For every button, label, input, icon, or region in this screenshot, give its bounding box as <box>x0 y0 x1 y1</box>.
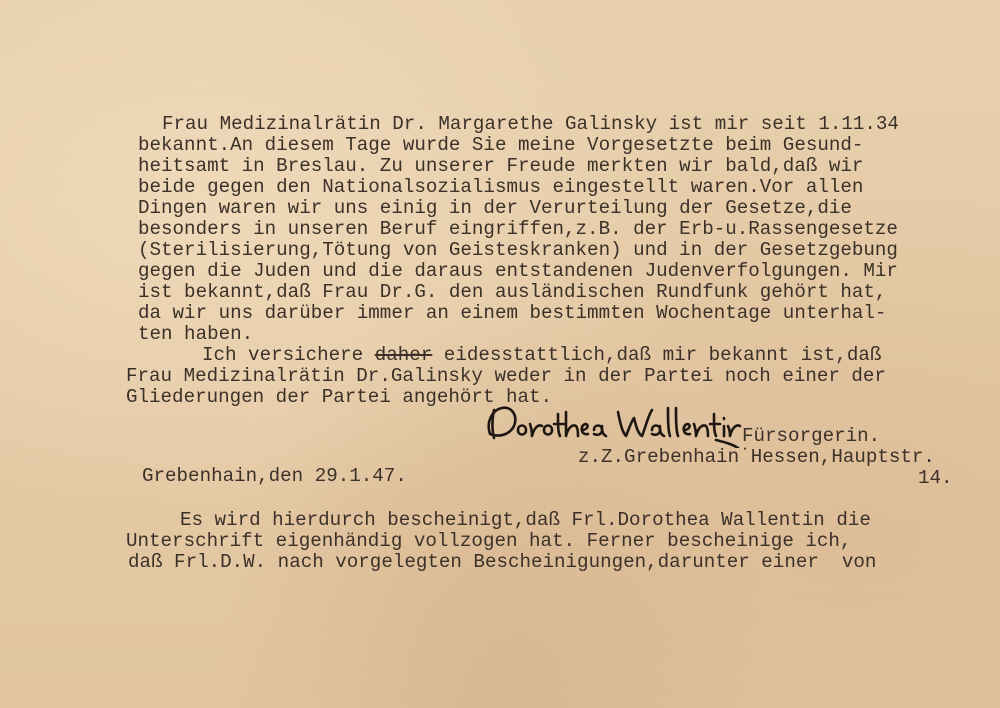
letter-line-2: bekannt.An diesem Tage wurde Sie meine Vorgesetzte beim Gesund- <box>138 134 864 156</box>
address-line-1: z.Z.Grebenhain˙Hessen,Hauptstr. <box>578 446 935 468</box>
affirmation-line-1 <box>202 345 881 366</box>
letter-line-4: beide gegen den Nationalsozialismus eingestellt waren.Vor allen <box>138 176 864 198</box>
letter-line-9: ist bekannt,daß Frau Dr.G. den ausländischen Rundfunk gehört hat, <box>138 281 887 303</box>
letter-line-6: besonders in unseren Beruf eingriffen,z.B. der Erb-u.Rassengesetze <box>138 218 898 240</box>
certification-line-2: Unterschrift eigenhändig vollzogen hat. Ferner bescheinige ich, <box>126 530 852 552</box>
certification-line-3: daß Frl.D.W. nach vorgelegten Bescheinigungen,darunter einer von <box>128 551 877 573</box>
signer-role: Fürsorgerin. <box>742 425 881 447</box>
struck-word: daher <box>374 344 433 366</box>
place-date: Grebenhain,den 29.1.47. <box>142 465 407 487</box>
handwritten-signature <box>480 400 742 448</box>
letter-line-3: heitsamt in Breslau. Zu unserer Freude merkten wir bald,daß wir <box>138 155 864 177</box>
letter-line-11: ten haben. <box>138 323 254 345</box>
letter-line-5: Dingen waren wir uns einig in der Verurteilung der Gesetze,die <box>138 197 852 219</box>
affirmation-line-3: Gliederungen der Partei angehört hat. <box>126 386 553 408</box>
affirmation-before: Ich versichere <box>202 344 375 366</box>
affirmation-line-2: Frau Medizinalrätin Dr.Galinsky weder in der Partei noch einer der <box>126 365 886 387</box>
letter-line-8: gegen die Juden und die daraus entstandenen Judenverfolgungen. Mir <box>138 260 898 282</box>
address-line-2: 14. <box>918 467 953 489</box>
letter-line-10: da wir uns darüber immer an einem bestimmten Wochentage unterhal- <box>138 302 887 324</box>
letter-line-1: Frau Medizinalrätin Dr. Margarethe Galinsky ist mir seit 1.11.34 <box>162 113 899 135</box>
certification-line-1: Es wird hierdurch bescheinigt,daß Frl.Dorothea Wallentin die <box>180 509 871 531</box>
affirmation-after: eidesstattlich,daß mir bekannt ist,daß <box>432 344 882 366</box>
letter-line-7: (Sterilisierung,Tötung von Geisteskranken) und in der Gesetzgebung <box>138 239 898 261</box>
